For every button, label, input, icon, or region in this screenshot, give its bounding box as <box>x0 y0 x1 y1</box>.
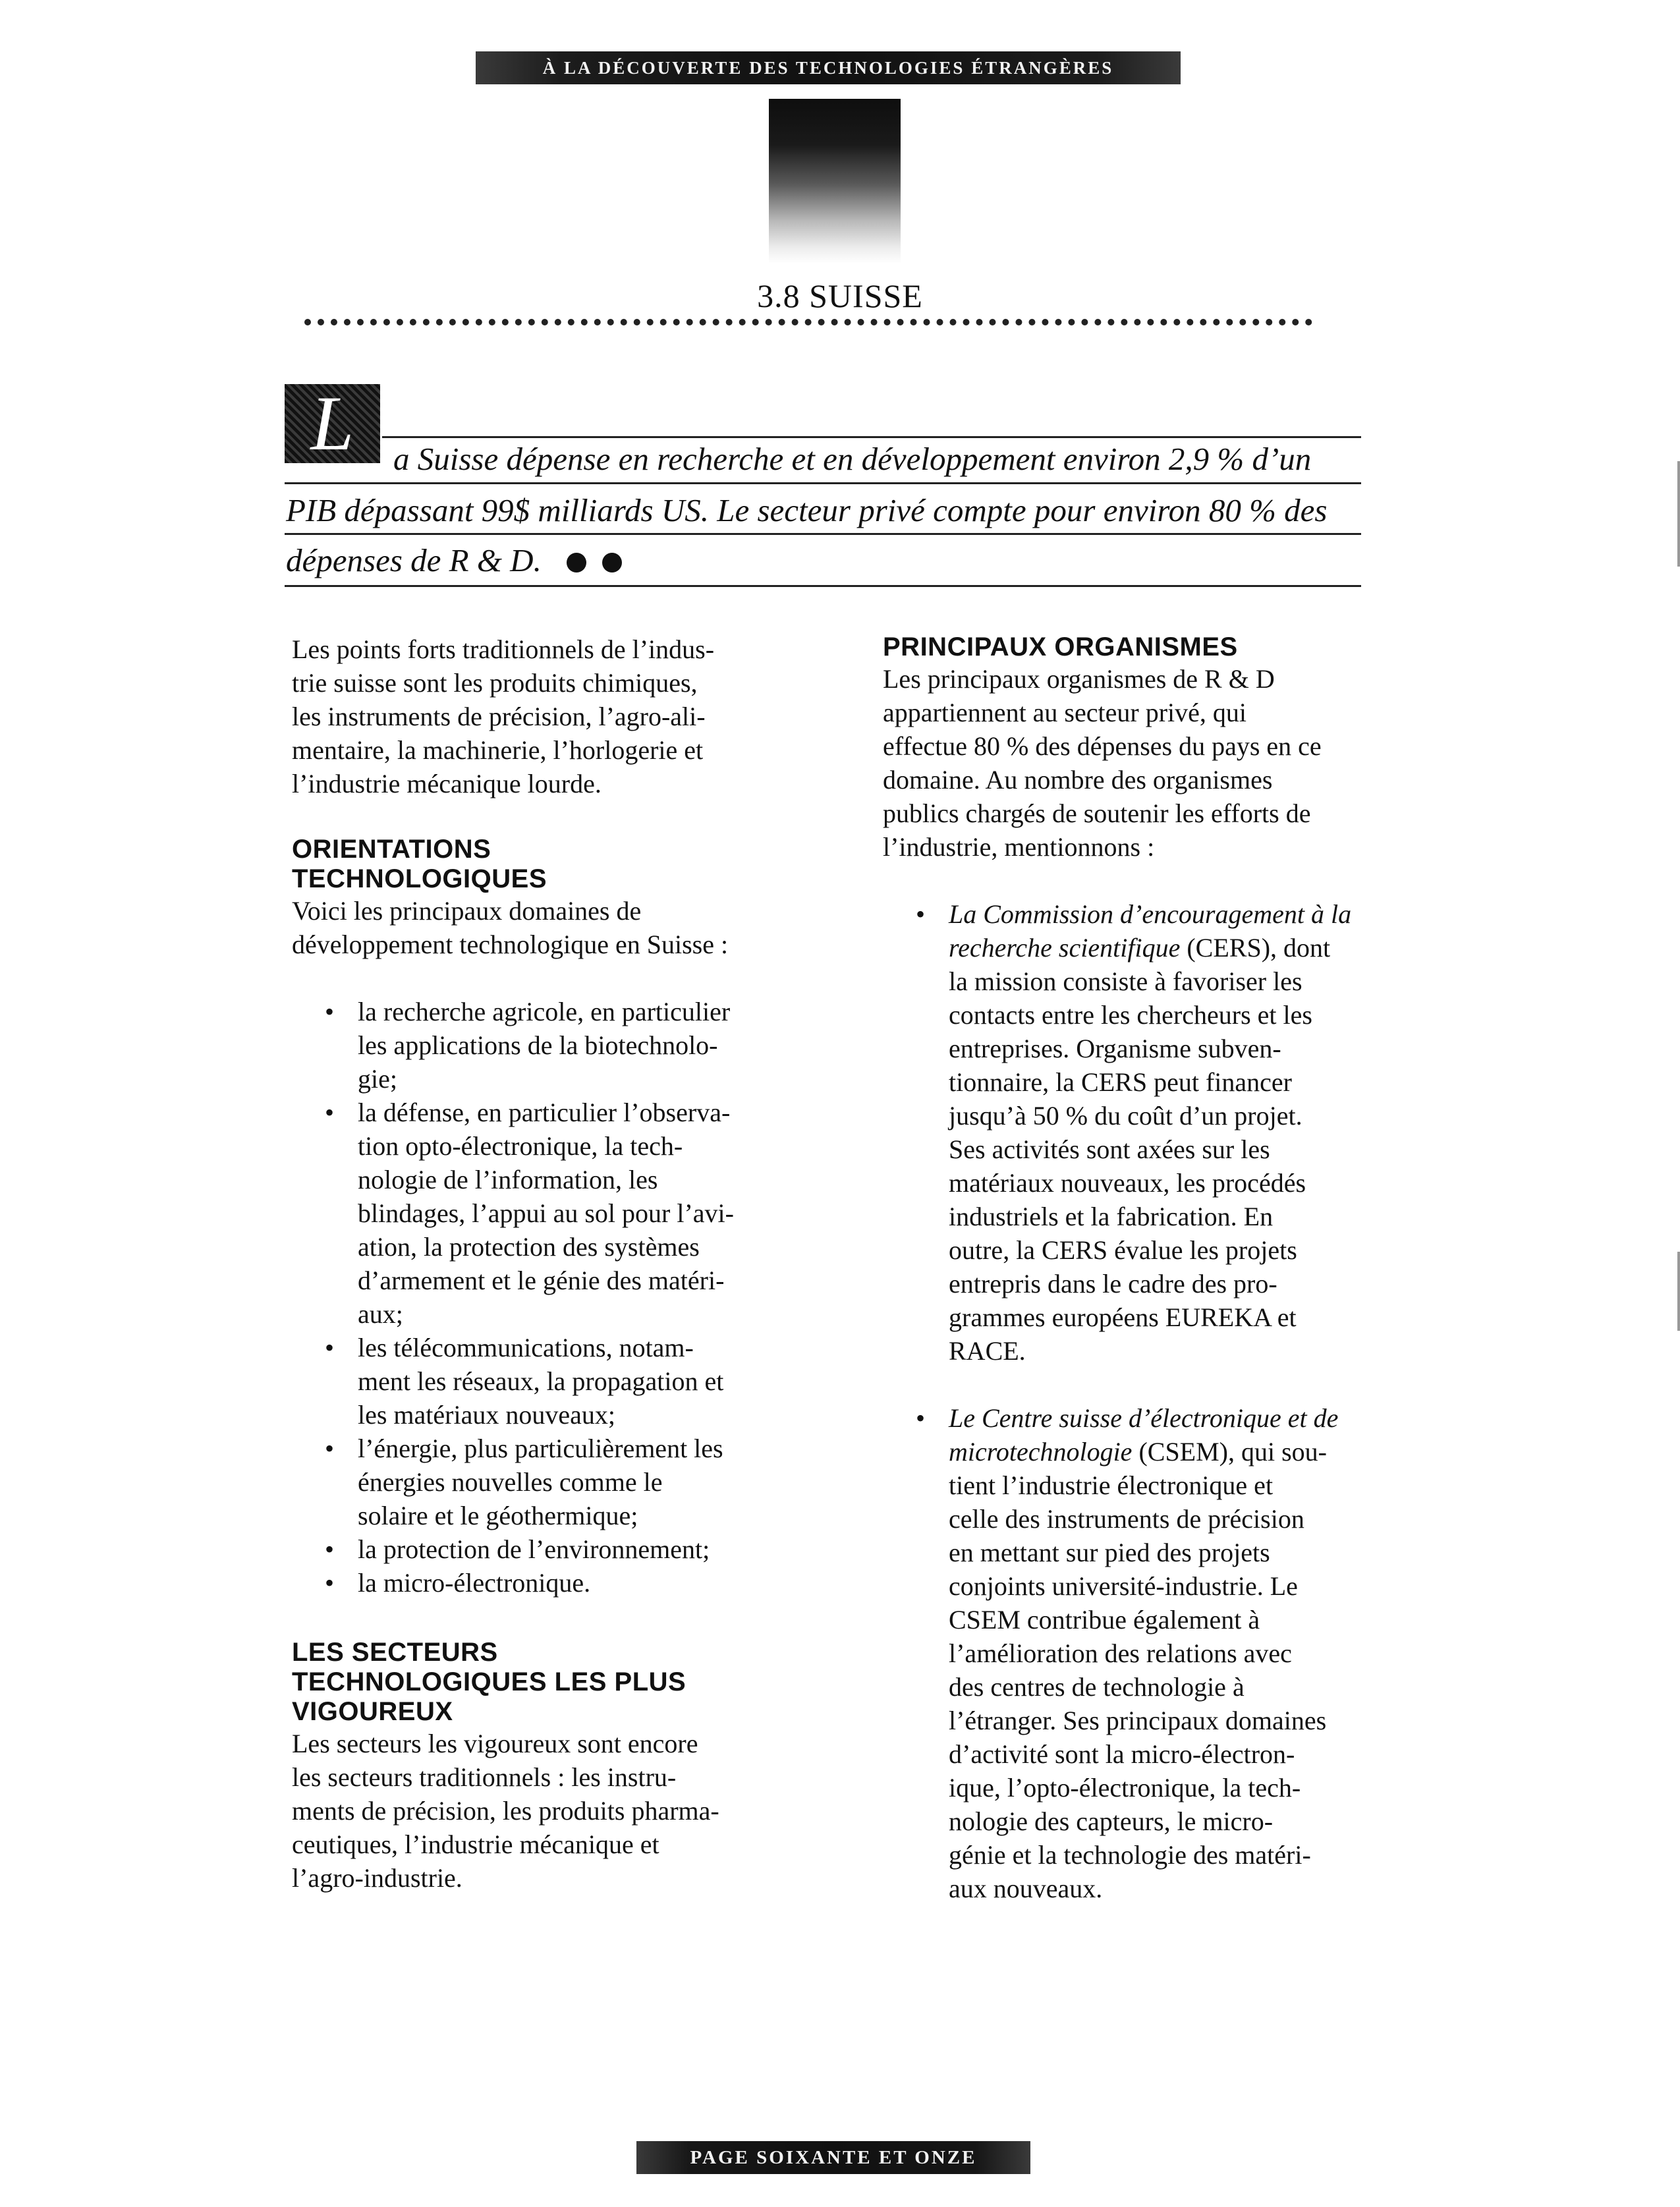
left-column <box>292 632 793 1895</box>
bullet-dot-icon <box>567 553 586 573</box>
intro-rule <box>382 436 1361 438</box>
list-item: • Le Centre suisse d’électronique et de microtechnologie (CSEM), qui sou- tient l’industrie électronique et celle des instruments de précision en mettant sur pied des projets conjoints université-industrie. Le CSEM contribue également à l’amélioration des relations avec des centres de technologie à l’étranger. Ses principaux domaines d’activité sont la micro-électron- ique, l’opto-électronique, la tech- nologie des capteurs, le micro- génie et la technologie des matéri- aux nouveaux. <box>883 1401 1384 1905</box>
header-banner-text: À LA DÉCOUVERTE DES TECHNOLOGIES ÉTRANGÈRES <box>542 57 1114 78</box>
intro-rule <box>285 585 1361 587</box>
scan-artifact <box>1677 1252 1680 1331</box>
list-item: • l’énergie, plus particulièrement les énergies nouvelles comme le solaire et le géothermique; <box>292 1432 793 1532</box>
list-item: • les télécommunications, notam- ment les réseaux, la propagation et les matériaux nouveaux; <box>292 1331 793 1432</box>
secteurs-paragraph: Les secteurs les vigoureux sont encore les secteurs traditionnels : les instru- ments de précision, les produits pharma- ceutiques, l’industrie mécanique et l’agro-industrie. <box>292 1729 719 1893</box>
scan-artifact <box>1677 461 1680 567</box>
footer-banner <box>636 2141 1030 2174</box>
intro-line-1: a Suisse dépense en recherche et en développement environ 2,9 % d’un <box>393 441 1312 477</box>
drop-cap: L <box>285 384 380 463</box>
organismes-list <box>883 897 1384 1905</box>
orientations-paragraph: Voici les principaux domaines de développement technologique en Suisse : <box>292 896 729 959</box>
list-item: • la micro-électronique. <box>292 1566 793 1600</box>
intro-rule <box>285 533 1361 535</box>
intro-block <box>285 380 1361 588</box>
bullet-dot-icon <box>602 553 622 573</box>
organismes-paragraph: Les principaux organismes de R & D appartiennent au secteur privé, qui effectue 80 % des dépenses du pays en ce domaine. Au nombre des organismes publics chargés de soutenir les efforts de l’industrie, mentionnons : <box>883 664 1322 862</box>
decorative-gradient-block <box>769 99 901 264</box>
orientations-heading: ORIENTATIONS TECHNOLOGIQUES <box>292 835 547 893</box>
secteurs-heading: LES SECTEURS TECHNOLOGIQUES LES PLUS VIGOUREUX <box>292 1638 686 1726</box>
orientations-list <box>292 995 793 1600</box>
list-item: • la recherche agricole, en particulier les applications de la biotechnolo- gie; <box>292 995 793 1096</box>
intro-line-2: PIB dépassant 99$ milliards US. Le secteur privé compte pour environ 80 % des <box>286 492 1328 528</box>
strengths-paragraph: Les points forts traditionnels de l’indus- trie suisse sont les produits chimiques, les instruments de précision, l’agro-ali- mentaire, la machinerie, l’horlogerie et l’industrie mécanique lourde. <box>292 634 715 798</box>
section-title: 3.8 SUISSE <box>757 277 923 314</box>
list-item: • la défense, en particulier l’observa- tion opto-électronique, la tech- nologie de l’information, les blindages, l’appui au sol pour l’avi- ation, la protection des systèmes d’armement et le génie des matéri- aux; <box>292 1096 793 1331</box>
intro-line-3 <box>286 542 622 579</box>
organismes-heading: PRINCIPAUX ORGANISMES <box>883 632 1238 661</box>
list-item: • la protection de l’environnement; <box>292 1532 793 1566</box>
header-banner <box>476 51 1181 84</box>
dotted-divider <box>304 319 1312 325</box>
right-column <box>883 632 1384 1905</box>
intro-rule <box>285 482 1361 484</box>
page-number-text: PAGE SOIXANTE ET ONZE <box>690 2146 977 2168</box>
list-item: • La Commission d’encouragement à la recherche scientifique (CERS), dont la mission consiste à favoriser les contacts entre les chercheurs et les entreprises. Organisme subven- tionnaire, la CERS peut financer jusqu’à 50 % du coût d’un projet. Ses activités sont axées sur les matériaux nouveaux, les procédés industriels et la fabrication. En outre, la CERS évalue les projets entrepris dans le cadre des pro- grammes européens EUREKA et RACE. <box>883 897 1384 1368</box>
intro-line-3-text: dépenses de R & D. <box>286 542 542 578</box>
end-bullets <box>551 542 622 579</box>
